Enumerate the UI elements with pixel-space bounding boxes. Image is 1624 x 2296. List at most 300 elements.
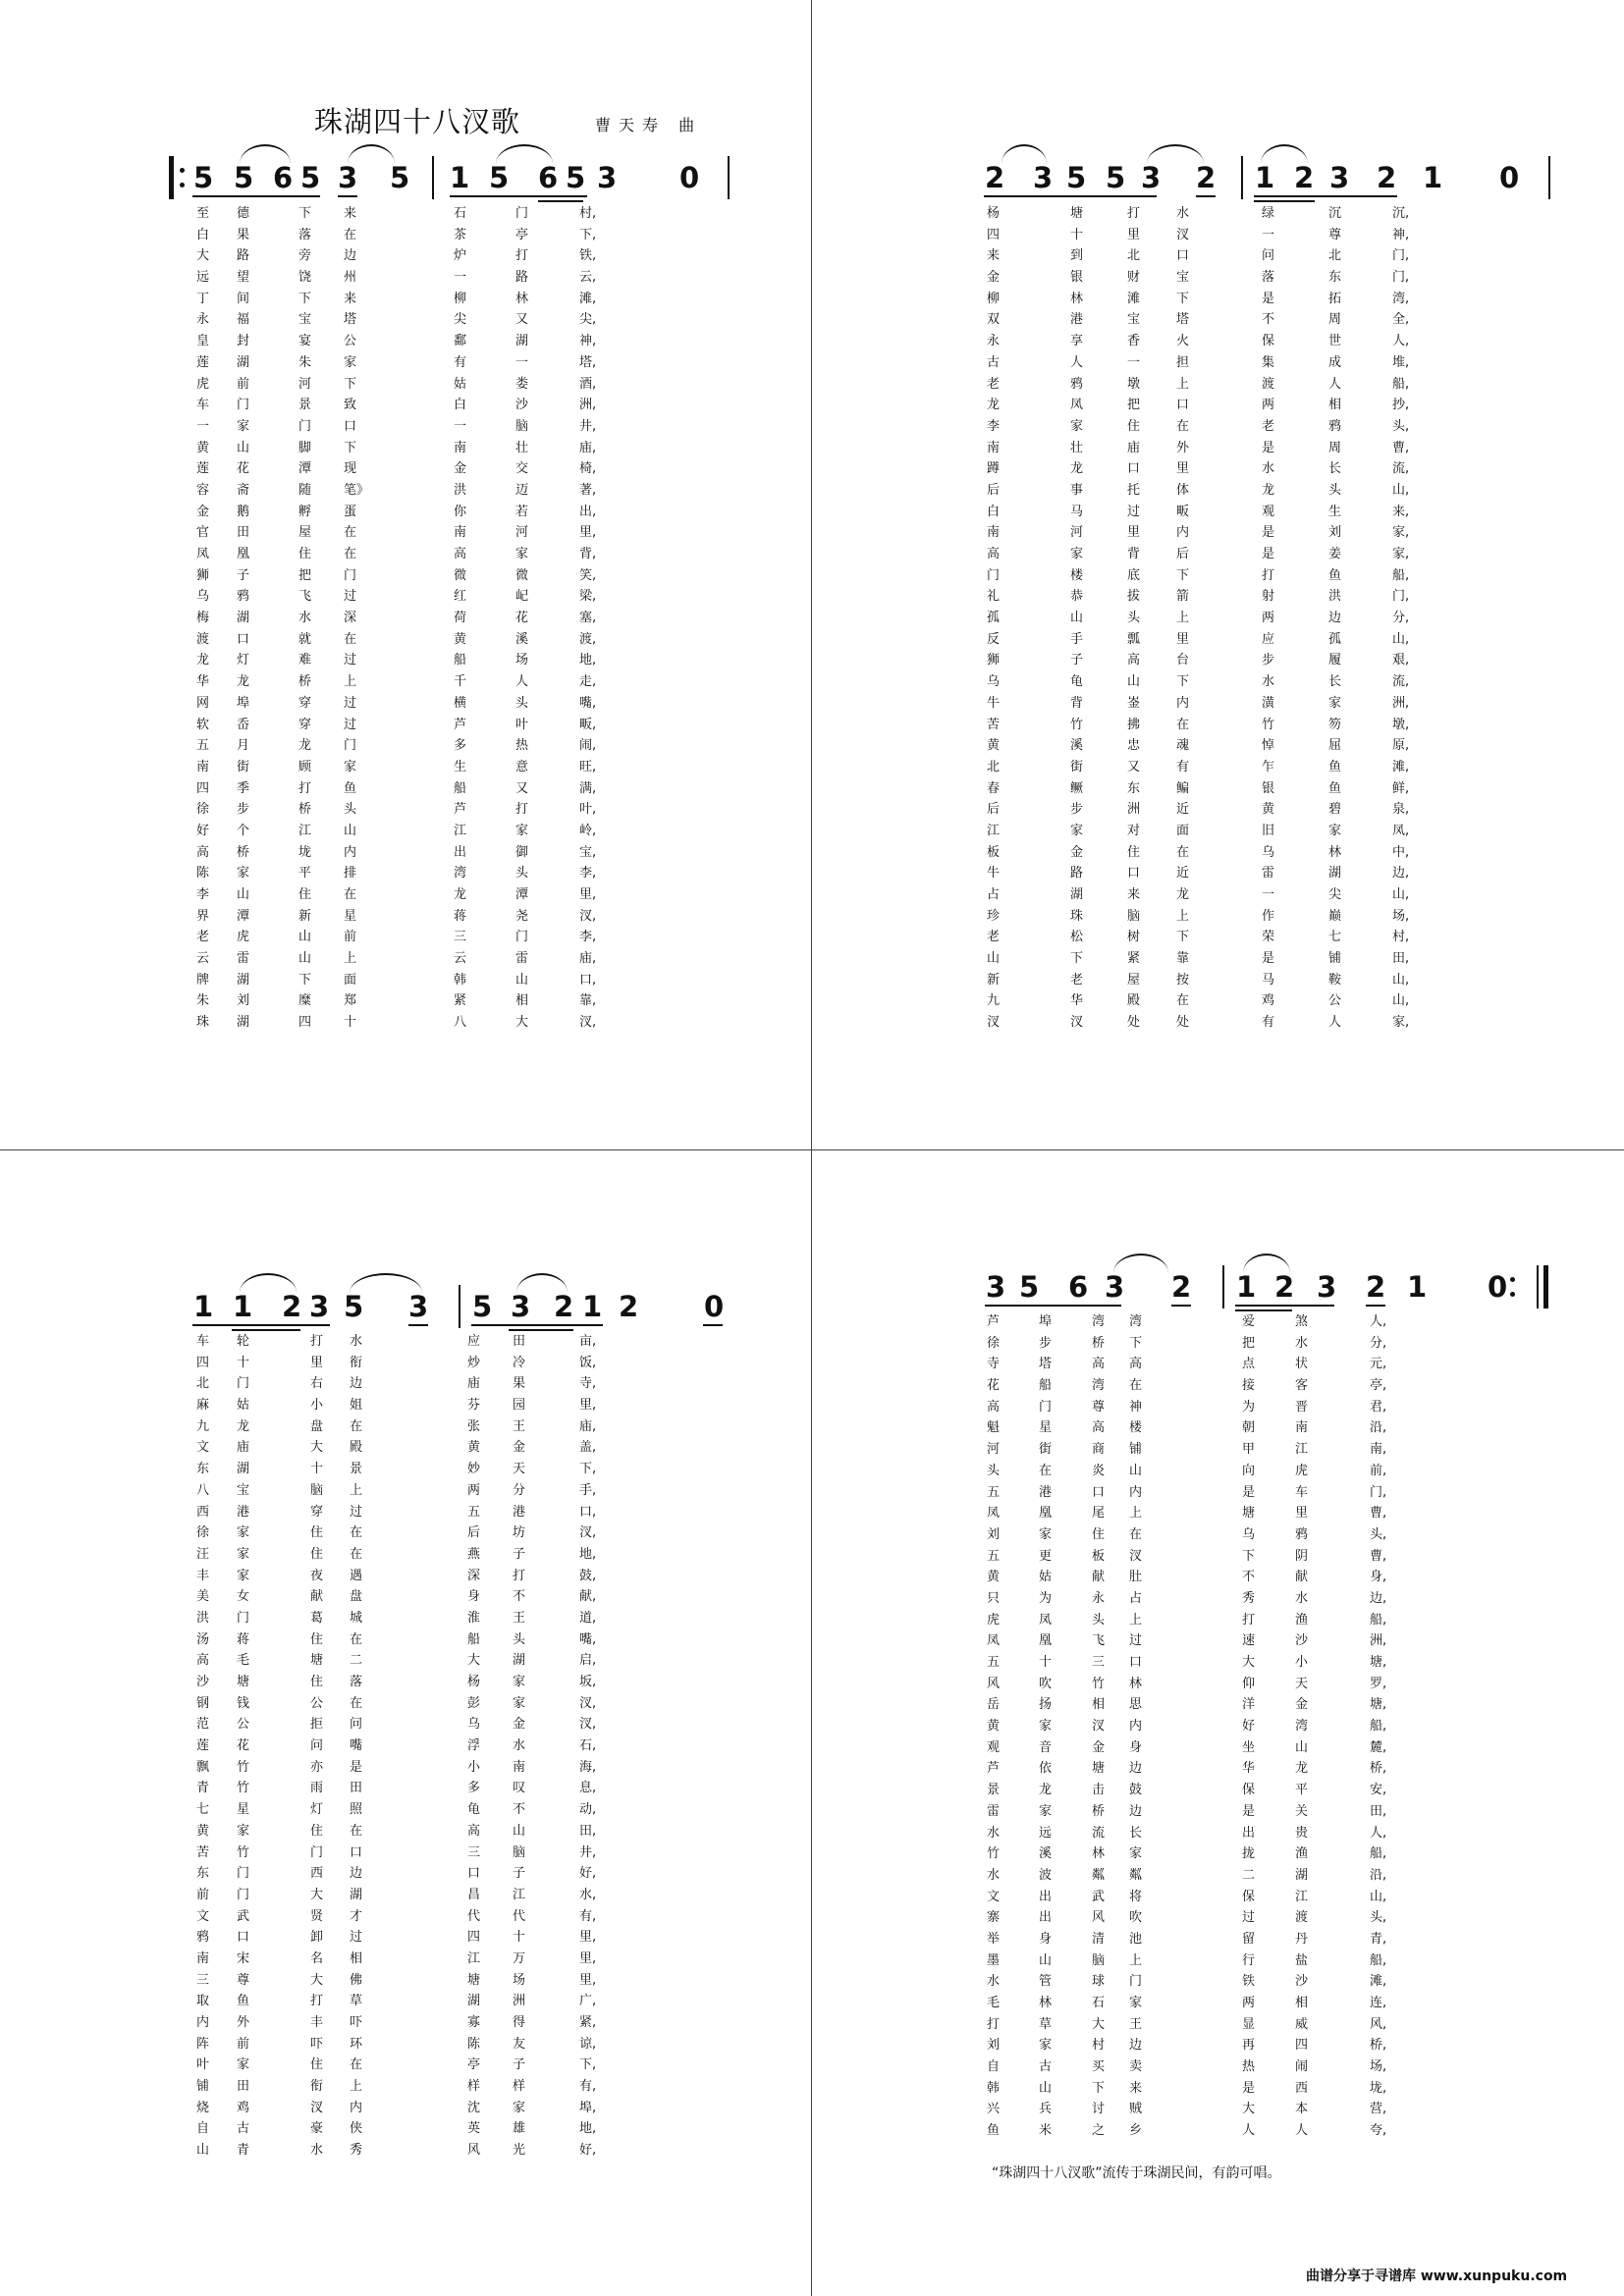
lyric-char: 边 [350,1376,363,1392]
lyric-char: 保 [1262,334,1275,349]
lyric-char: 四 [298,1015,312,1031]
lyric-char: 塘 [1092,1761,1106,1777]
lyric-char: 黄 [454,631,467,647]
lyric-char: 龙 [987,398,1001,413]
lyric-row [0,2035,1624,2056]
lyric-char: 过 [344,695,357,711]
lyric-char: 乌 [1242,1526,1256,1542]
lyric-char: 牛 [987,866,1001,881]
lyric-char: 莲 [196,461,210,477]
lyric-char: 铺 [1129,1442,1143,1458]
lyric-char: 粼 [1129,1867,1143,1883]
lyric-char: 生 [1328,504,1342,519]
lyric-char: 显 [1242,2016,1256,2032]
lyric-char: 龙 [298,738,312,754]
lyric-char: 武 [1092,1889,1106,1904]
lyric-char: 横 [454,695,467,711]
lyric-char: 鸡 [237,2100,250,2115]
lyric-char: 在 [344,631,357,647]
lyric-char: 黄 [987,1570,1001,1585]
lyric-char: 夜 [310,1568,324,1583]
lyric-char: 五 [987,1655,1001,1670]
lyric-row [0,1652,1624,1674]
lyric-char: 后 [1176,547,1190,561]
lyric-char: 公 [310,1695,324,1711]
lyric-char: 四 [196,780,210,796]
lyric-char: 珠 [1070,908,1084,924]
lyric-char: 相 [1295,1996,1309,2010]
lyric-char: 云 [454,951,467,967]
lyric-char: 子 [513,2057,526,2073]
lyric-char: 尖 [454,312,467,328]
lyric-char: 点 [1242,1357,1256,1372]
lyric-char: 炒 [467,1355,481,1370]
lyric-char: 口 [237,631,250,647]
lyric-char: 口, [579,972,597,988]
lyric-char: 软 [196,717,210,732]
lyric-char: 永 [1092,1590,1106,1606]
lyric-char: 路 [237,248,250,264]
lyric-char: 按 [1176,972,1190,988]
lyric-char: 万 [513,1950,526,1966]
lyric-char: 景 [987,1783,1001,1798]
lyric-row [0,203,1624,225]
lyric-char: 老 [1070,972,1084,988]
lyric-char: 家, [1392,1015,1410,1031]
lyric-char: 口 [1176,248,1190,264]
lyric-char: 子 [513,1546,526,1562]
lyric-char: 景 [298,398,312,413]
lyric-row [0,374,1624,396]
lyric-char: 一 [515,354,529,370]
lyric-char: 高 [196,844,210,860]
lyric-char: 不 [1262,312,1275,328]
notation-line-2 [0,158,1624,197]
lyric-char: 湖 [1070,887,1084,902]
lyric-char: 贵 [1295,1825,1309,1841]
lyric-char: 轮 [237,1334,250,1349]
lyric-char: 体 [1176,482,1190,498]
lyric-char: 塘, [1370,1655,1387,1670]
lyric-row [0,502,1624,523]
lyric-char: 背, [579,547,597,561]
lyric-char: 金 [513,1440,526,1456]
lyric-char: 林 [1070,291,1084,306]
lyric-char: 下, [579,2057,597,2073]
lyric-char: 宝 [1176,270,1190,286]
lyric-char: 雄 [513,2121,526,2137]
lyric-char: 下 [298,291,312,306]
lyric-char: 两 [1262,398,1275,413]
lyric-char: 礼 [987,589,1001,605]
lyric-char: 山 [515,972,529,988]
lyric-char: 神, [1392,227,1410,242]
lyric-char: 步 [1262,653,1275,668]
lyric-char: 场, [1370,2059,1387,2075]
lyric-char: 古 [987,354,1001,370]
lyric-char: 来 [1129,2080,1143,2096]
note: 1 [1407,1270,1428,1304]
lyrics-block-4 [0,1311,1624,2142]
lyric-char: 头 [1328,482,1342,498]
lyric-row [0,1716,1624,1737]
lyric-char: 北 [1328,248,1342,264]
lyric-char: 门, [1392,270,1410,286]
lyric-char: 后 [987,802,1001,818]
lyric-char: 鱼 [987,2123,1001,2139]
lyric-char: 街 [1039,1442,1053,1458]
lyric-char: 塘 [1242,1506,1256,1522]
lyric-char: 金 [1295,1697,1309,1713]
lyric-char: 饶 [298,270,312,286]
lyric-char: 水 [1262,461,1275,477]
lyric-char: 竹 [1262,717,1275,732]
lyric-char: 风 [467,2143,481,2159]
lyric-char: 屋 [1127,972,1141,988]
lyric-char: 家 [515,547,529,561]
lyric-char: 贤 [310,1908,324,1924]
lyric-char: 十 [1039,1655,1053,1670]
note: 3 [408,1290,429,1323]
lyric-char: 汤 [196,1631,210,1647]
lyric-char: 田, [1392,951,1410,967]
lyric-char: 面 [344,972,357,988]
lyric-char: 上 [344,951,357,967]
lyric-row [0,1971,1624,1993]
lyric-char: 壮 [1070,440,1084,455]
lyric-char: 好, [579,2143,597,2159]
lyric-char: 华 [1242,1761,1256,1777]
lyric-char: 拂 [1127,717,1141,732]
underline [985,1305,1121,1307]
lyric-row [0,480,1624,502]
slur [1261,144,1308,164]
lyric-char: 口 [237,1930,250,1946]
lyric-char: 鸦 [1295,1526,1309,1542]
footer-credit: 曲谱分享于寻谱库 www.xunpuku.com [1306,2269,1568,2284]
lyric-row [0,715,1624,736]
lyric-char: 家 [1328,695,1342,711]
lyric-char: 流 [1092,1825,1106,1841]
lyric-char: 南 [513,1759,526,1775]
lyric-char: 下 [1176,674,1190,690]
lyric-char: 李 [987,418,1001,434]
lyric-char: 芦 [454,717,467,732]
lyric-char: 莲 [196,1738,210,1754]
lyric-char: 丰 [196,1568,210,1583]
lyric-row [0,778,1624,800]
lyric-char: 金 [196,504,210,519]
lyric-char: 周 [1328,312,1342,328]
lyric-char: 龙 [1070,461,1084,477]
lyric-char: 边 [350,1866,363,1882]
lyric-char: 封 [237,334,250,349]
lyric-char: 狮 [987,653,1001,668]
lyric-char: 安, [1370,1783,1387,1798]
lyric-char: 金 [454,461,467,477]
lyric-char: 韩 [987,2080,1001,2096]
lyric-char: 鸦 [1070,376,1084,392]
lyric-char: 汊, [579,1015,597,1031]
lyric-char: 山, [1392,482,1410,498]
lyric-char: 头 [344,802,357,818]
lyric-char: 向 [1242,1463,1256,1478]
lyric-char: 水 [987,1825,1001,1841]
lyric-char: 旧 [1262,823,1275,838]
lyric-row [0,608,1624,629]
lyric-char: 八 [196,1482,210,1498]
lyric-char: 好, [579,1866,597,1882]
lyric-char: 塔, [579,354,597,370]
lyric-char: 场 [513,1972,526,1988]
lyric-char: 若 [515,504,529,519]
lyric-char: 树 [1127,930,1141,945]
lyric-char: 住 [310,2057,324,2073]
lyric-char: 李, [579,866,597,881]
lyric-char: 山 [513,1823,526,1839]
lyric-char: 家 [237,418,250,434]
lyric-char: 埠 [1039,1314,1053,1329]
lyric-char: 小 [310,1398,324,1414]
note: 5 [1066,161,1087,194]
lyric-char: 脑 [1127,908,1141,924]
lyric-char: 蛋 [344,504,357,519]
lyric-char: 龙 [1039,1783,1053,1798]
lyric-char: 四 [1295,2038,1309,2054]
lyric-char: 现 [344,461,357,477]
lyric-char: 王 [1129,2016,1143,2032]
lyric-char: 女 [237,1589,250,1605]
lyric-char: 遇 [350,1568,363,1583]
lyric-char: 水 [350,1334,363,1349]
lyric-row [0,1630,1624,1652]
lyric-char: 埠, [579,2100,597,2115]
lyric-char: 分, [1392,611,1410,626]
lyric-row [0,1397,1624,1418]
lyric-char: 洪 [196,1610,210,1626]
lyric-char: 鱼 [1328,567,1342,583]
lyric-row [0,1333,1624,1355]
lyric-row [0,1865,1624,1887]
lyric-char: 闹, [579,738,597,754]
lyric-char: 街 [237,759,250,774]
lyric-char: 背 [1070,695,1084,711]
lyric-char: 金 [987,270,1001,286]
lyric-row [0,1674,1624,1695]
lyric-char: 家 [1070,547,1084,561]
lyric-char: 平 [1295,1783,1309,1798]
lyric-char: 在 [350,1695,363,1711]
lyric-char: 宝 [237,1482,250,1498]
lyric-char: 意 [515,759,529,774]
lyric-char: 走, [579,674,597,690]
lyric-row [0,309,1624,331]
slur [1147,144,1204,164]
barline [1222,1265,1224,1308]
lyric-row [0,1567,1624,1588]
lyric-row [0,438,1624,459]
lyric-row [0,927,1624,948]
lyric-char: 黄 [196,1823,210,1839]
lyric-char: 蒋 [454,908,467,924]
lyric-char: 相 [515,993,529,1009]
lyric-char: 头 [1092,1612,1106,1628]
lyric-char: 燕 [467,1546,481,1562]
lyric-char: 有, [579,2079,597,2095]
lyric-char: 园 [513,1398,526,1414]
lyric-char: 来, [1392,504,1410,519]
lyric-row [0,629,1624,651]
lyric-char: 牛 [987,695,1001,711]
lyric-char: 来 [987,248,1001,264]
lyric-char: 汊 [1176,227,1190,242]
lyric-char: 有 [1262,1015,1275,1031]
note: 2 [1366,1270,1386,1304]
lyric-char: 出 [454,844,467,860]
lyric-char: 吹 [1039,1676,1053,1691]
lyric-char: 在 [344,227,357,242]
lyric-char: 十 [513,1930,526,1946]
lyric-char: 李 [196,887,210,902]
lyric-char: 庙 [1127,440,1141,455]
lyric-char: 望 [237,270,250,286]
lyric-char: 水 [1295,1590,1309,1606]
lyric-char: 河 [515,525,529,541]
lyric-char: 米 [1039,2123,1053,2139]
lyric-char: 爱 [1242,1314,1256,1329]
note: 2 [1171,1270,1192,1304]
lyric-char: 家 [237,1546,250,1562]
lyric-row [0,1375,1624,1397]
lyric-char: 垅 [298,844,312,860]
lyric-char: 处 [1176,1015,1190,1031]
lyric-char: 微 [454,567,467,583]
note: 2 [1377,161,1397,194]
lyric-char: 嘴, [579,695,597,711]
lyric-char: 水 [1262,674,1275,690]
note: 2 [1196,161,1217,194]
lyric-char: 雷 [987,1803,1001,1819]
lyric-char: 地, [579,653,597,668]
lyric-char: 墨 [987,1952,1001,1968]
lyric-char: 在 [350,1546,363,1562]
lyric-char: 大 [467,1653,481,1669]
lyric-char: 照 [350,1802,363,1818]
lyric-char: 湖 [237,1015,250,1031]
lyric-char: 村, [579,206,597,221]
lyric-char: 里 [1176,461,1190,477]
lyric-char: 汊, [579,1717,597,1733]
lyric-char: 亭, [1370,1378,1387,1394]
lyric-char: 田, [579,1823,597,1839]
lyric-char: 江 [467,1950,481,1966]
lyric-char: 石 [1092,1996,1106,2010]
lyric-char: 头 [515,695,529,711]
lyric-char: 林 [1039,1996,1053,2010]
lyric-char: 潭 [298,461,312,477]
lyric-char: 鄱 [454,334,467,349]
lyric-char: 黄 [987,738,1001,754]
lyric-char: 汊 [1129,1548,1143,1564]
lyric-char: 状 [1295,1357,1309,1372]
lyric-char: 里, [579,525,597,541]
lyric-char: 紧 [1127,951,1141,967]
lyric-char: 神 [1129,1399,1143,1415]
lyric-char: 瓢 [1127,631,1141,647]
lyric-char: 脑 [513,1844,526,1860]
lyric-char: 山 [987,951,1001,967]
lyric-row [0,1546,1624,1568]
note: 0 [704,1290,725,1323]
lyric-char: 乌 [196,589,210,605]
lyric-char: 高 [1092,1357,1106,1372]
lyric-char: 满, [579,780,597,796]
lyric-char: 塔 [1176,312,1190,328]
note: 6 [273,161,294,194]
lyric-char: 大 [310,1440,324,1456]
lyric-char: 寺 [987,1357,1001,1372]
lyric-char: 姑 [237,1398,250,1414]
lyric-char: 问 [350,1717,363,1733]
lyric-char: 官 [196,525,210,541]
lyric-char: 港 [1070,312,1084,328]
lyric-char: 汊, [579,1525,597,1541]
lyric-char: 不 [1242,1570,1256,1585]
lyric-char: 地, [579,2121,597,2137]
lyric-char: 更 [1039,1548,1053,1564]
lyric-char: 湖 [515,334,529,349]
lyric-char: 姑 [1039,1570,1053,1585]
lyric-char: 又 [515,312,529,328]
lyric-char: 凤 [987,1633,1001,1649]
lyric-char: 王 [513,1418,526,1434]
lyric-char: 门 [237,1887,250,1902]
lyric-char: 南 [196,1950,210,1966]
lyric-char: 手, [579,1482,597,1498]
lyric-char: 盘 [350,1589,363,1605]
lyric-row [0,586,1624,608]
lyric-char: 风, [1370,2016,1387,2032]
lyric-char: 观 [987,1739,1001,1755]
notation-line-4 [0,1267,1624,1307]
lyric-char: 脑 [1092,1952,1106,1968]
lyric-char: 交 [515,461,529,477]
lyric-row [0,565,1624,587]
lyric-char: 塘 [310,1653,324,1669]
lyric-char: 月 [237,738,250,754]
lyric-char: 下 [298,972,312,988]
lyric-char: 竹 [987,1846,1001,1862]
lyric-row [0,2120,1624,2142]
lyric-char: 个 [237,823,250,838]
lyric-char: 水 [1295,1335,1309,1351]
lyric-char: 右 [310,1376,324,1392]
note: 2 [282,1290,302,1323]
lyric-char: 流, [1392,674,1410,690]
lyric-char: 水 [987,1867,1001,1883]
lyric-char: 行 [1242,1952,1256,1968]
lyric-char: 集 [1262,354,1275,370]
lyric-char: 皇 [196,334,210,349]
lyric-char: 上 [350,1482,363,1498]
lyric-char: 西 [1295,2080,1309,2096]
lyric-row [0,799,1624,821]
lyric-char: 前 [344,930,357,945]
lyric-char: 拒 [310,1717,324,1733]
lyric-char: 南, [1370,1442,1387,1458]
lyric-char: 里 [1176,631,1190,647]
lyric-char: 住 [310,1631,324,1647]
